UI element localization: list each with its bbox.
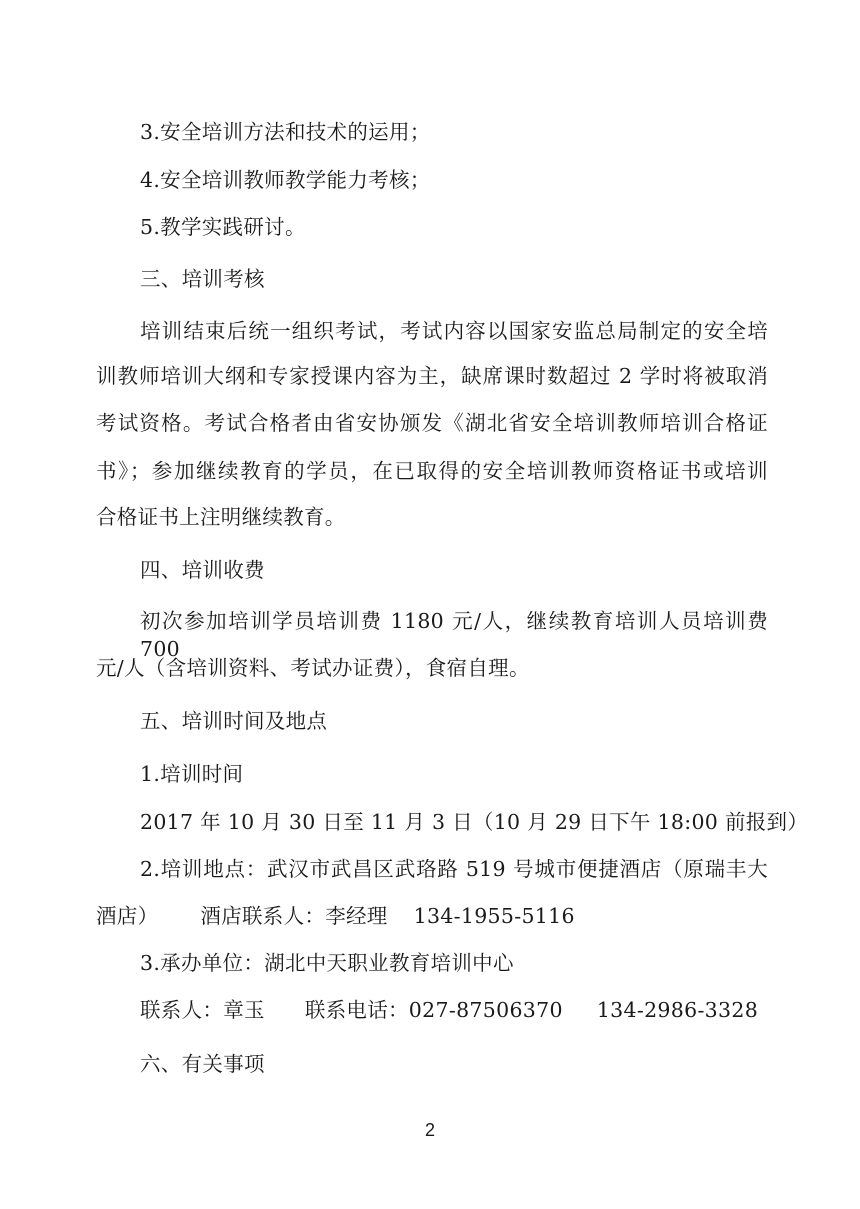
list-item: 4.安全培训教师教学能力考核； bbox=[140, 168, 431, 192]
hotel-contact-phone: 134-1955-5116 bbox=[413, 904, 575, 928]
contact-line bbox=[140, 996, 768, 1024]
contact-person: 联系人：章玉 bbox=[140, 998, 265, 1022]
section-heading-time-location: 五、培训时间及地点 bbox=[140, 709, 328, 733]
organizer: 3.承办单位：湖北中天职业教育培训中心 bbox=[140, 951, 514, 975]
paragraph-line: 元/人（含培训资料、考试办证费），食宿自理。 bbox=[96, 656, 530, 680]
training-location: 2.培训地点：武汉市武昌区武珞路 519 号城市便捷酒店（原瑞丰大 bbox=[140, 857, 768, 881]
training-time-label: 1.培训时间 bbox=[140, 762, 244, 786]
training-location-cont bbox=[96, 902, 768, 930]
paragraph-line: 初次参加培训学员培训费 1180 元/人，继续教育培训人员培训费 700 bbox=[140, 609, 768, 661]
section-heading-assessment: 三、培训考核 bbox=[140, 267, 265, 291]
paragraph-line: 书》；参加继续教育的学员，在已取得的安全培训教师资格证书或培训 bbox=[96, 459, 768, 483]
list-item: 5.教学实践研讨。 bbox=[140, 215, 306, 239]
page-number: 2 bbox=[424, 1120, 435, 1140]
hotel-contact-label: 酒店联系人：李经理 bbox=[200, 904, 388, 928]
paragraph-line: 合格证书上注明继续教育。 bbox=[96, 505, 346, 529]
section-heading-fees: 四、培训收费 bbox=[140, 558, 265, 582]
contact-phone-label: 联系电话：027-87506370 bbox=[304, 998, 563, 1022]
list-item: 3.安全培训方法和技术的运用； bbox=[140, 120, 431, 144]
paragraph-line: 训教师培训大纲和专家授课内容为主，缺席课时数超过 2 学时将被取消 bbox=[96, 364, 768, 388]
paragraph-line: 培训结束后统一组织考试，考试内容以国家安监总局制定的安全培 bbox=[140, 319, 768, 343]
section-heading-matters: 六、有关事项 bbox=[140, 1052, 265, 1076]
location-suffix: 酒店） bbox=[96, 904, 159, 928]
training-time-value: 2017 年 10 月 30 日至 11 月 3 日（10 月 29 日下午 18:00 前报到） bbox=[140, 810, 809, 834]
paragraph-line: 考试资格。考试合格者由省安协颁发《湖北省安全培训教师培训合格证 bbox=[96, 411, 768, 435]
contact-phone-mobile: 134-2986-3328 bbox=[596, 998, 759, 1022]
